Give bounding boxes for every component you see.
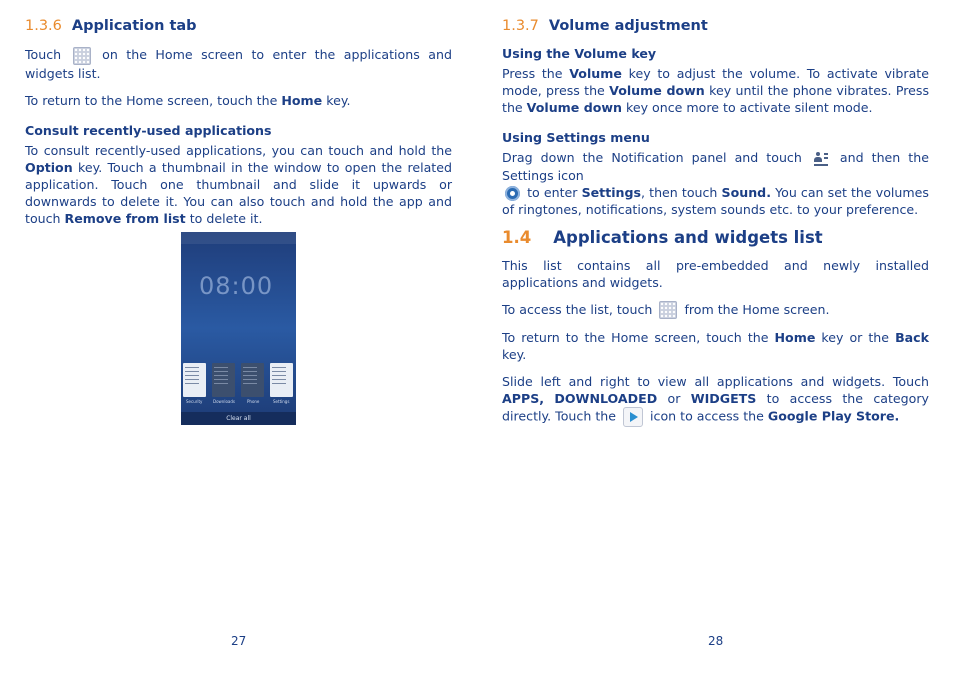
text: To return to the Home screen, touch the bbox=[502, 330, 775, 345]
bold-text: Option bbox=[25, 159, 73, 175]
bold-text: WIDGETS bbox=[690, 391, 757, 406]
play-store-icon bbox=[623, 407, 643, 427]
status-bar bbox=[181, 232, 296, 244]
text: key until the phone vibrates. Press the bbox=[502, 83, 929, 115]
bold-text: Remove from list bbox=[64, 210, 186, 226]
section-heading-apps-widgets bbox=[502, 228, 929, 247]
paragraph-touch-grid bbox=[25, 46, 452, 82]
paragraph-list-contains: This list contains all pre-embedded and newly installed applications and widgets. bbox=[502, 257, 929, 290]
label-security: Security bbox=[186, 399, 203, 404]
section-title: Applications and widgets list bbox=[553, 227, 823, 247]
bold-text: Google Play Store. bbox=[767, 408, 900, 424]
notification-settings-icon bbox=[813, 151, 829, 167]
paragraph-volume-key bbox=[502, 65, 929, 116]
text: to enter bbox=[523, 184, 582, 200]
subheading-settings-menu: Using Settings menu bbox=[502, 130, 650, 145]
app-grid-icon bbox=[659, 301, 677, 319]
clock-widget: 08:00 bbox=[199, 272, 274, 300]
bold-text: Settings bbox=[581, 184, 642, 200]
right-page bbox=[502, 18, 929, 437]
paragraph-return-home bbox=[25, 92, 452, 109]
section-heading-application-tab bbox=[25, 18, 452, 34]
page-number-left: 27 bbox=[231, 634, 247, 648]
text: key to adjust the volume. To activate vibrate mode, press the bbox=[502, 66, 929, 98]
text: from the Home screen. bbox=[684, 301, 830, 317]
text: or bbox=[657, 391, 691, 406]
bold-text: Home bbox=[281, 92, 323, 108]
section-number: 1.3.7 bbox=[502, 18, 539, 34]
section-number: 1.3.6 bbox=[25, 18, 62, 34]
page-number-right: 28 bbox=[708, 634, 724, 648]
text: icon to access the bbox=[650, 408, 768, 424]
recent-app-thumbnails bbox=[183, 363, 294, 397]
text: and then the Settings icon bbox=[502, 150, 929, 183]
recent-apps-screenshot bbox=[181, 232, 296, 425]
thumbnail-security bbox=[183, 363, 206, 397]
text: Touch bbox=[25, 47, 62, 62]
bold-text: Volume down bbox=[609, 83, 705, 98]
thumbnail-settings bbox=[270, 363, 293, 397]
text: Slide left and right to view all applications and widgets. Touch bbox=[502, 374, 929, 389]
text bbox=[544, 391, 554, 406]
text: Drag down the Notification panel and touch bbox=[502, 150, 802, 165]
paragraph-return-home bbox=[502, 329, 929, 363]
bold-text: Volume bbox=[569, 66, 622, 81]
paragraph-settings-menu bbox=[502, 149, 929, 218]
bold-text: DOWNLOADED bbox=[554, 391, 658, 406]
section-heading-volume bbox=[502, 18, 929, 34]
paragraph-slide-categories bbox=[502, 373, 929, 427]
paragraph-recent-apps bbox=[25, 142, 452, 227]
label-settings: Settings bbox=[273, 399, 290, 404]
text: key. bbox=[502, 347, 527, 362]
text: key once more to activate silent mode. bbox=[621, 100, 873, 115]
text: to access the category directly. Touch the bbox=[502, 391, 930, 424]
text: To access the list, touch bbox=[502, 301, 653, 317]
bold-text: Volume down bbox=[526, 100, 622, 115]
section-title: Volume adjustment bbox=[548, 18, 708, 34]
text: To return to the Home screen, touch the bbox=[25, 92, 282, 108]
left-page bbox=[25, 18, 452, 237]
text: to delete it. bbox=[185, 210, 263, 226]
label-downloads: Downloads bbox=[213, 399, 235, 404]
subheading-recent-apps: Consult recently-used applications bbox=[25, 122, 272, 138]
text: You can set the volumes of ringtones, notifications, system sounds etc. to your preference. bbox=[502, 184, 929, 217]
thumbnail-downloads bbox=[212, 363, 235, 397]
text: key. Touch a thumbnail in the window to open the related application. Touch one thumbnail and slide it upwards or downwards to delete it. You can also touch and hold the app and touch bbox=[25, 159, 452, 226]
bold-text: Home bbox=[774, 330, 816, 345]
label-phone: Phone bbox=[247, 399, 260, 404]
text: To consult recently-used applications, you can touch and hold the bbox=[25, 142, 452, 158]
clear-all-button: Clear all bbox=[181, 412, 296, 425]
bold-text: Back bbox=[895, 330, 930, 345]
text: on the Home screen to enter the applications and widgets list. bbox=[25, 47, 452, 81]
thumbnail-phone bbox=[241, 363, 264, 397]
text: , then touch bbox=[641, 184, 722, 200]
app-grid-icon bbox=[73, 47, 91, 65]
section-title: Application tab bbox=[71, 18, 197, 34]
text: Press the bbox=[502, 66, 570, 81]
bold-text: Sound. bbox=[721, 184, 771, 200]
bold-text: APPS, bbox=[502, 391, 545, 406]
text: key. bbox=[322, 92, 351, 108]
settings-gear-icon bbox=[505, 186, 520, 201]
section-number: 1.4 bbox=[502, 227, 532, 247]
text: key or the bbox=[815, 330, 896, 345]
subheading-volume-key: Using the Volume key bbox=[502, 46, 657, 61]
paragraph-access-list bbox=[502, 301, 929, 320]
